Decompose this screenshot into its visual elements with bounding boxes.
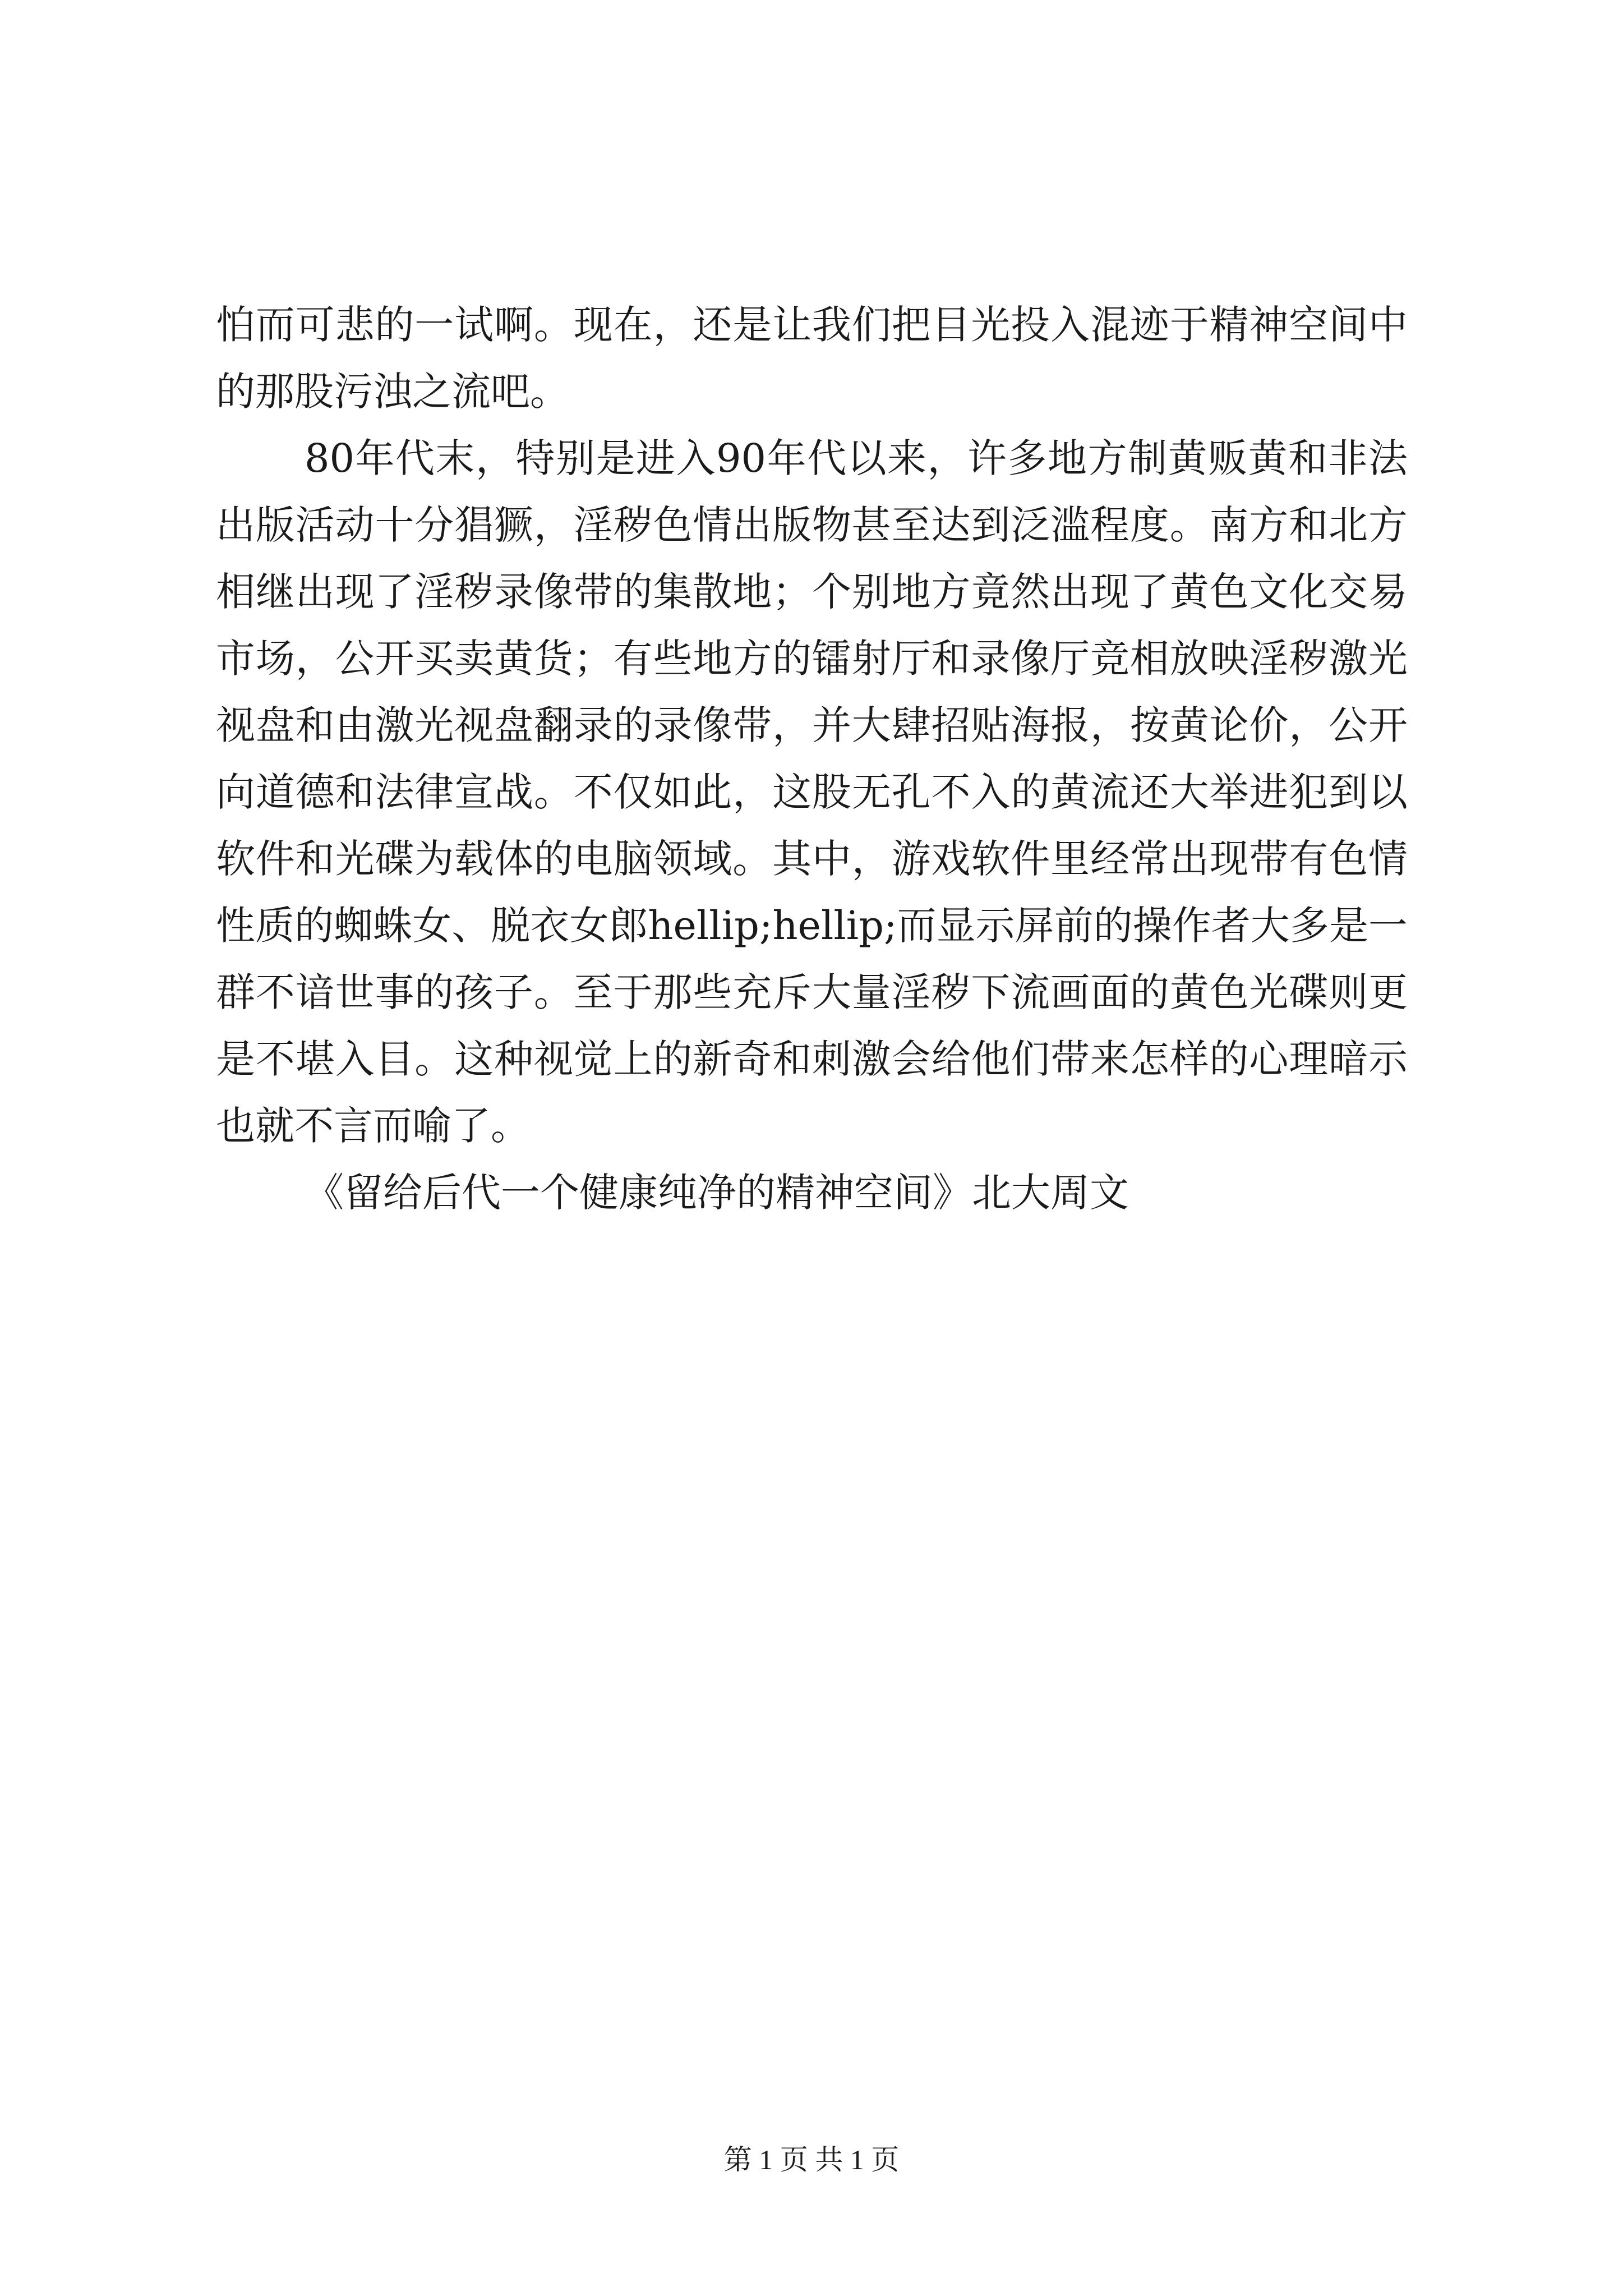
paragraph-source-citation: 《留给后代一个健康纯净的精神空间》北大周文 bbox=[305, 1170, 1129, 1216]
page-footer bbox=[0, 2137, 1623, 2178]
page-number-label: 第 1 页 共 1 页 bbox=[723, 2144, 900, 2175]
document-body bbox=[216, 292, 1408, 1226]
paragraph-main: 80年代末，特别是进入90年代以来，许多地方制黄贩黄和非法出版活动十分猖獗，淫秽色情出版物甚至达到泛滥程度。南方和北方相继出现了淫秽录像带的集散地；个别地方竟然出现了黄色文化交易市场，公开买卖黄货；有些地方的镭射厅和录像厅竞相放映淫秽激光视盘和由激光视盘翻录的录像带，并大肆招贴海报，按黄论价，公开向道德和法律宣战。不仅如此，这股无孔不入的黄流还大举进犯到以软件和光碟为载体的电脑领域。其中，游戏软件里经常出现带有色情性质的蜘蛛女、脱衣女郎hellip;hellip;而显示屏前的操作者大多是一群不谙世事的孩子。至于那些充斥大量淫秽下流画面的黄色光碟则更是不堪入目。这种视觉上的新奇和刺激会给他们带来怎样的心理暗示也就不言而喻了。 bbox=[216, 435, 1408, 1149]
paragraph-continuation: 怕而可悲的一试啊。现在，还是让我们把目光投入混迹于精神空间中的那股污浊之流吧。 bbox=[216, 302, 1408, 415]
